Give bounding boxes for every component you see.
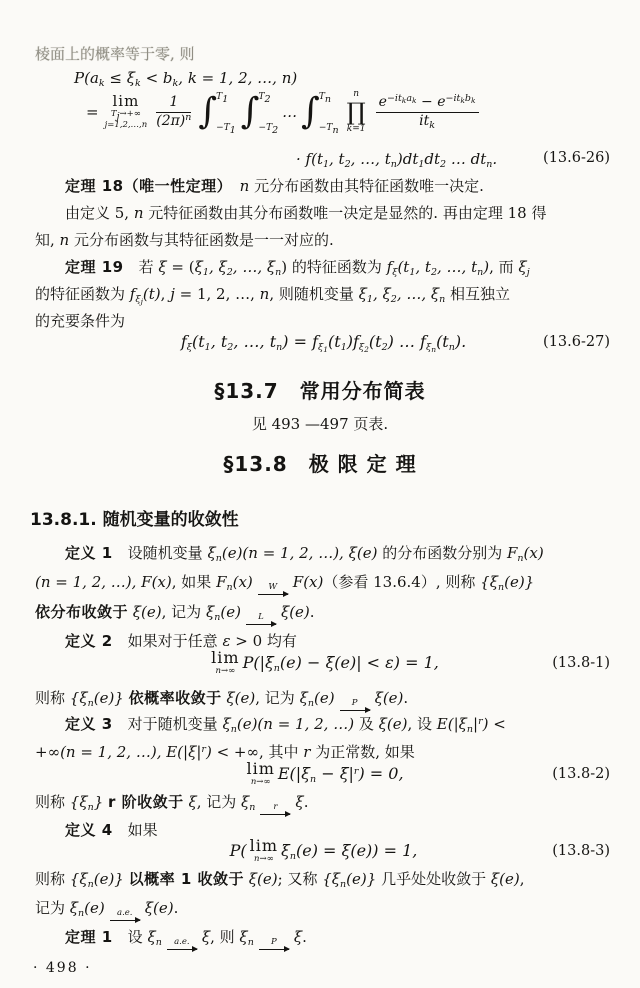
equation-number-13-6-26: (13.6-26) <box>543 150 610 166</box>
formula-13-6-27: $f_\xi(t_1$, $t_2$, …, $t_n) = f_{\xi_1}(t_1)f_{\xi_2}(t_2)$ … $f_{\xi_n}(t_n)$. <box>180 332 467 354</box>
formula-probability-bounds: $P(a_k \le \xi_k < b_k$, k = 1, 2, …, n) <box>74 69 298 89</box>
page-number: · 498 · <box>33 960 92 976</box>
equation-number-13-8-1: (13.8-1) <box>552 655 610 672</box>
formula-inversion-main: = lim $T_j\to+\infty$ j=1,2,…,n $\frac{1}{(2\pi)^n}$ ∫ $T_1$ $-T_1$ ∫ $T_2$ $-T_2$ … ∫ $T_n$ $-T_n$ n ∏ k=1 $\frac{e^{-it_ka_k} - e^{-it_kb_k}}{it_k}$ <box>86 90 482 134</box>
theorem-19-line-3: 的充要条件为 <box>35 312 126 330</box>
section-13-7-note: 见 493 —497 页表. <box>251 415 389 433</box>
formula-13-8-3: P( lim n→∞ $\xi_n(e) = \xi(e)) = 1$, <box>229 836 418 864</box>
section-13-8-heading: §13.8 极 限 定 理 <box>223 452 417 476</box>
paragraph-convergence-probability: 则称 $\{\xi_n(e)\}$ 依概率收敛于 ξ(e), 记为 $\xi_n(e)$ P ξ(e). <box>35 688 612 714</box>
theorem-19-line-1: 定理 19 若 $\xi = (\xi_1$, $\xi_2$, …, $\xi_n$) 的特征函数为 $f_\xi(t_1$, $t_2$, …, $t_n$), 而 $\xi_j$ <box>65 258 530 278</box>
paragraph-def5-line-2: 知, n 元分布函数与其特征函数是一一对应的. <box>35 231 334 249</box>
definition-1-line-2: (n = 1, 2, …), F(x), 如果 $F_n(x)$ W F(x)（参看 13.6.4）, 则称 $\{\xi_n(e)\}$ <box>35 572 612 598</box>
equation-number-13-8-3: (13.8-3) <box>552 843 610 860</box>
section-13-7-heading: §13.7 常用分布简表 <box>214 379 426 403</box>
formula-13-8-2: lim n→∞ $E(|\xi_n - \xi|^r) = 0$, <box>246 759 404 787</box>
equation-number-13-8-2: (13.8-2) <box>552 766 610 783</box>
definition-1-line-3: 依分布收敛于 ξ(e), 记为 $\xi_n(e)$ L ξ(e). <box>35 602 612 628</box>
paragraph-convergence-r-order: 则称 $\{\xi_n\}$ r 阶收敛于 ξ, 记为 $\xi_n$ r ξ. <box>35 792 612 818</box>
formula-13-8-1: lim n→∞ $P(|\xi_n(e) - \xi(e)| < \varepsilon) = 1$, <box>211 648 439 676</box>
definition-2-line: 定义 2 如果对于任意 ε > 0 均有 <box>65 632 297 650</box>
definition-3-line-2: +∞(n = 1, 2, …), $E(|\xi|^r)$ < +∞, 其中 r 为正常数, 如果 <box>35 743 415 761</box>
equation-number-13-6-27: (13.6-27) <box>543 333 610 350</box>
equation-13-8-1-row <box>35 650 612 676</box>
definition-4-line: 定义 4 如果 <box>65 821 158 839</box>
formula-inversion-tail: · $f(t_1$, $t_2$, …, $t_n)dt_1dt_2$ … $dt_n$. <box>296 150 498 170</box>
paragraph-convergence-almost-everywhere-1: 则称 $\{\xi_n(e)\}$ 以概率 1 收敛于 ξ(e); 又称 $\{\xi_n(e)\}$ 几乎处处收敛于 ξ(e), <box>35 870 525 890</box>
equation-13-8-3-row <box>35 838 612 864</box>
paragraph-def5-line-1: 由定义 5, n 元特征函数由其分布函数唯一决定是显然的. 再由定理 18 得 <box>65 204 547 222</box>
subsection-13-8-1-heading: 13.8.1. 随机变量的收敛性 <box>30 510 239 530</box>
equation-13-8-2-row <box>35 761 612 787</box>
theorem-19-line-2: 的特征函数为 $f_{\xi_j}(t)$, j = 1, 2, …, n, 则随机变量 $\xi_1$, $\xi_2$, …, $\xi_n$ 相互独立 <box>35 285 511 306</box>
theorem-1-line: 定理 1 设 $\xi_n$ a.e. ξ, 则 $\xi_n$ P ξ. <box>35 927 640 953</box>
definition-3-line-1: 定义 3 对于随机变量 $\xi_n(e)(n = 1$, 2, …) 及 ξ(e), 设 $E(|\xi_n|^r)$ < <box>65 715 506 735</box>
theorem-18-line: 定理 18（唯一性定理） n 元分布函数由其特征函数唯一决定. <box>65 177 484 195</box>
definition-1-line-1: 定义 1 设随机变量 $\xi_n(e)(n = 1$, 2, …), ξ(e) 的分布函数分别为 $F_n(x)$ <box>65 544 544 564</box>
continuation-line: 棱面上的概率等于零, 则 <box>35 45 195 63</box>
equation-13-6-27-row <box>35 332 612 354</box>
paragraph-convergence-almost-everywhere-2: 记为 $\xi_n(e)$ a.e. ξ(e). <box>35 898 612 924</box>
